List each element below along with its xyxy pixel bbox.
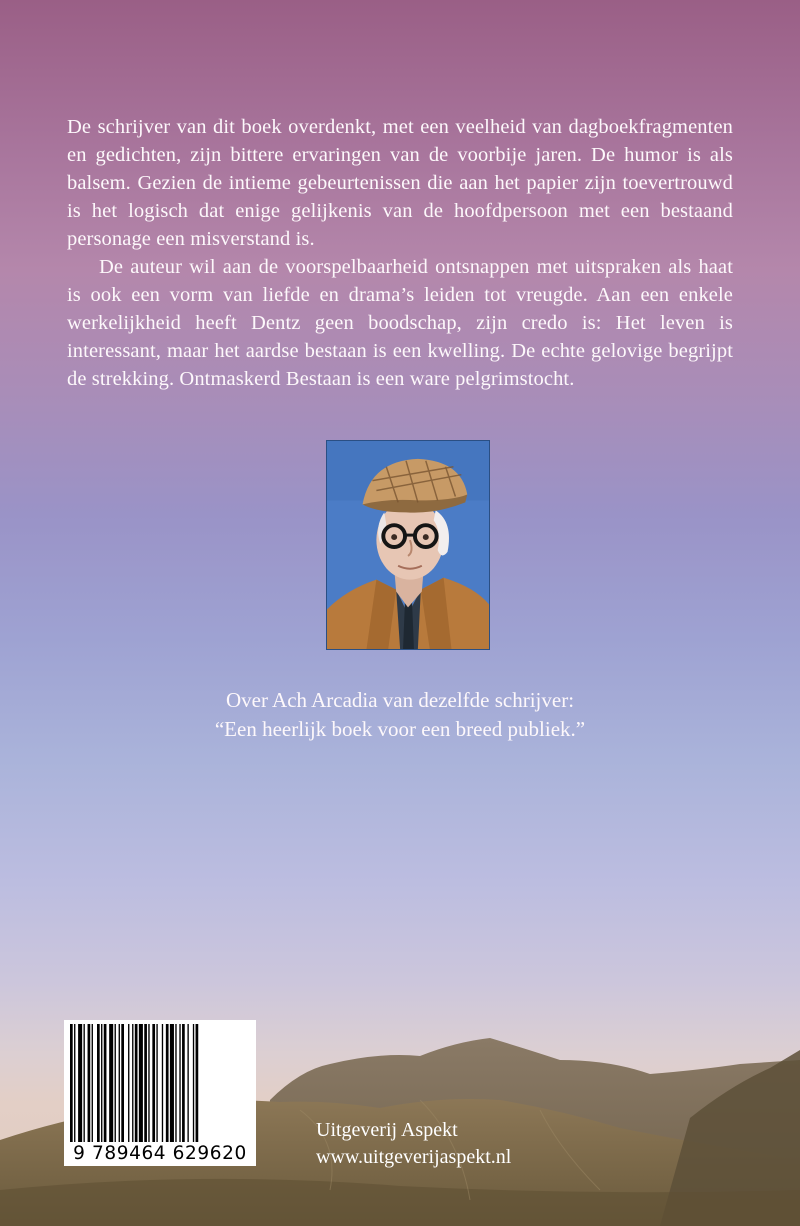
publisher-name: Uitgeverij Aspekt <box>316 1119 458 1141</box>
review-quote <box>0 686 800 744</box>
blurb-paragraph-2: De auteur wil aan de voorspelbaarheid ontsnappen met uitspraken als haat is ook een vorm van liefde en drama’s leiden tot vreugde. Aan een enkele werkelijkheid heeft Dentz geen boodschap, zijn credo is: Het leven is interessant, maar het aardse bestaan is een kwelling. De echte gelovige begrijpt de strekking. Ontmaskerd Bestaan is een ware pelgrimstocht. <box>67 256 733 390</box>
barcode-bars <box>68 1024 252 1142</box>
isbn-barcode <box>64 1020 256 1166</box>
quote-line-2: “Een heerlijk boek voor een breed publiek.” <box>214 717 586 741</box>
author-portrait <box>326 440 490 650</box>
quote-line-1: Over Ach Arcadia van dezelfde schrijver: <box>225 688 575 712</box>
publisher-info <box>316 1117 511 1171</box>
publisher-website: www.uitgeverijaspekt.nl <box>316 1146 512 1168</box>
isbn-digits: 9 789464 629620 <box>73 1143 247 1164</box>
blurb-paragraph-1: De schrijver van dit boek overdenkt, met een veelheid van dagboekfragmenten en gedichten, zijn bittere ervaringen van de voorbije jaren. De humor is als balsem. Gezien de intieme gebeurtenissen die aan het papier zijn toevertrouwd is het logisch dat enige gelijkenis van de hoofdpersoon met een bestaand personage een misverstand is. <box>67 116 733 250</box>
back-cover-blurb <box>67 113 733 393</box>
